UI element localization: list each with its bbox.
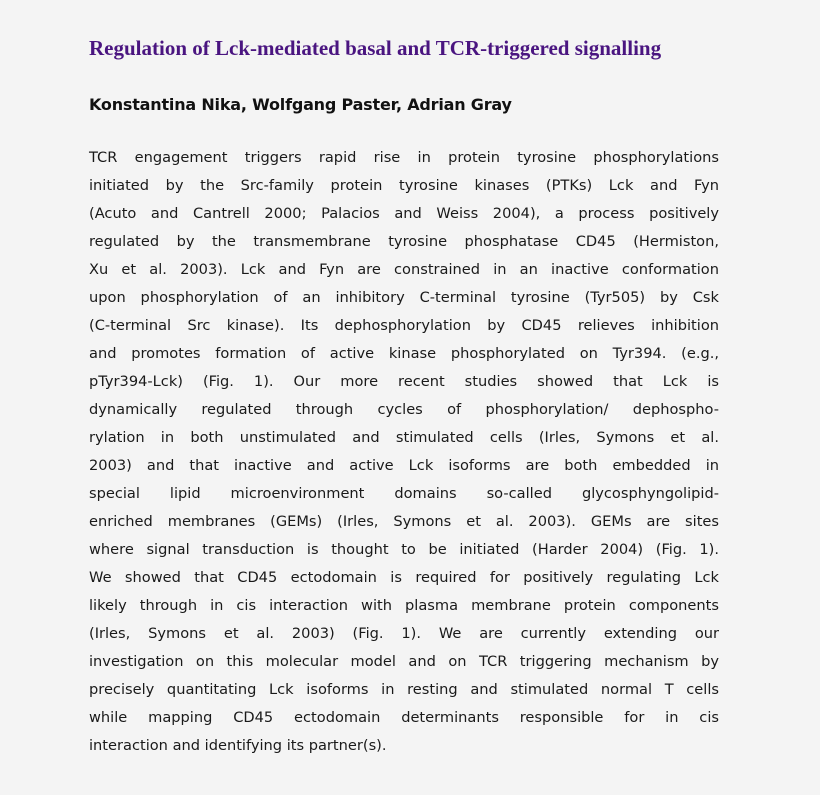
- paragraph-line: interaction and identifying its partner(s).: [89, 737, 387, 754]
- paragraph-line: (Acuto and Cantrell 2000; Palacios and Weiss 2004), a process positively: [89, 205, 719, 222]
- paragraph-line: initiated by the Src-family protein tyrosine kinases (PTKs) Lck and Fyn: [89, 177, 719, 194]
- paragraph-line: and promotes formation of active kinase phosphorylated on Tyr394. (e.g.,: [89, 345, 719, 362]
- paragraph-line: while mapping CD45 ectodomain determinants responsible for in cis: [89, 709, 719, 726]
- paragraph-line: TCR engagement triggers rapid rise in protein tyrosine phosphorylations: [89, 149, 719, 166]
- paragraph-line: precisely quantitating Lck isoforms in resting and stimulated normal T cells: [89, 681, 719, 698]
- paragraph-line: Xu et al. 2003). Lck and Fyn are constrained in an inactive conformation: [89, 261, 719, 278]
- paragraph-line: where signal transduction is thought to be initiated (Harder 2004) (Fig. 1).: [89, 541, 719, 558]
- author-list: Konstantina Nika, Wolfgang Paster, Adrian Gray: [89, 95, 512, 114]
- abstract-paragraph: [89, 146, 719, 762]
- paragraph-line: special lipid microenvironment domains so-called glycosphyngolipid-: [89, 485, 719, 502]
- paragraph-line: enriched membranes (GEMs) (Irles, Symons et al. 2003). GEMs are sites: [89, 513, 719, 530]
- paragraph-line: (Irles, Symons et al. 2003) (Fig. 1). We are currently extending our: [89, 625, 719, 642]
- paragraph-line: regulated by the transmembrane tyrosine phosphatase CD45 (Hermiston,: [89, 233, 719, 250]
- paragraph-line: 2003) and that inactive and active Lck isoforms are both embedded in: [89, 457, 719, 474]
- paragraph-line: pTyr394-Lck) (Fig. 1). Our more recent studies showed that Lck is: [89, 373, 719, 390]
- paragraph-line: likely through in cis interaction with plasma membrane protein components: [89, 597, 719, 614]
- paragraph-line: We showed that CD45 ectodomain is required for positively regulating Lck: [89, 569, 719, 586]
- paragraph-line: investigation on this molecular model and on TCR triggering mechanism by: [89, 653, 719, 670]
- document-title: Regulation of Lck-mediated basal and TCR-triggered signalling: [89, 36, 662, 60]
- paragraph-line: dynamically regulated through cycles of phosphorylation/ dephospho-: [89, 401, 719, 418]
- paragraph-line: rylation in both unstimulated and stimulated cells (Irles, Symons et al.: [89, 429, 719, 446]
- paragraph-line: (C-terminal Src kinase). Its dephosphorylation by CD45 relieves inhibition: [89, 317, 719, 334]
- paragraph-line: upon phosphorylation of an inhibitory C-terminal tyrosine (Tyr505) by Csk: [89, 289, 719, 306]
